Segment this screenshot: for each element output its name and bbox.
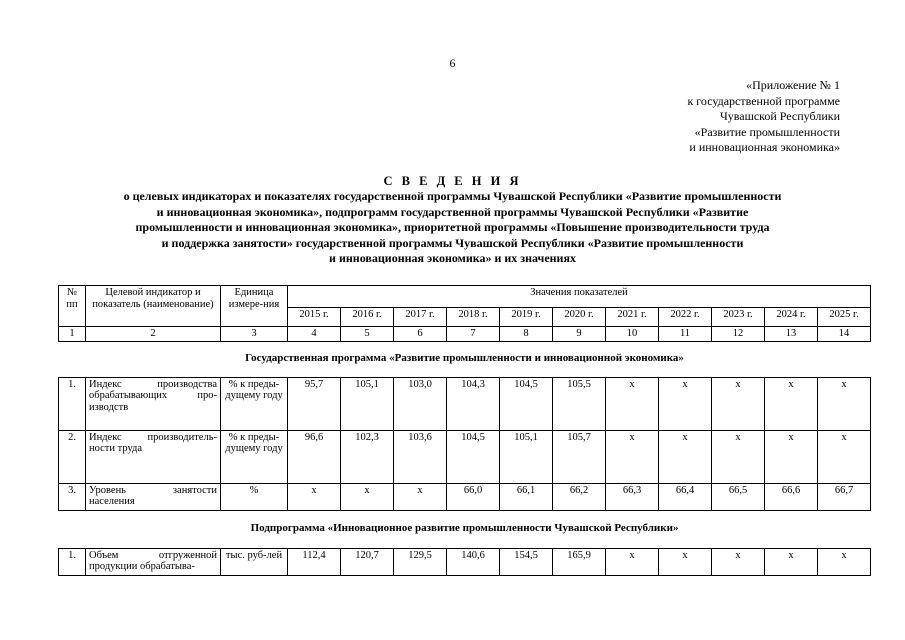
value-cell: 66,4	[659, 483, 712, 510]
header-indicator: Целевой индикатор и показатель (наименование)	[86, 286, 221, 327]
column-number: 12	[712, 327, 765, 342]
value-cell: х	[712, 548, 765, 575]
unit-cell: % к преды-дущему году	[221, 377, 288, 430]
header-unit: Единица измере-ния	[221, 286, 288, 327]
column-number: 13	[765, 327, 818, 342]
column-number: 2	[86, 327, 221, 342]
header-year: 2023 г.	[712, 308, 765, 327]
appendix-note	[640, 78, 840, 156]
unit-cell: % к преды-дущему году	[221, 430, 288, 483]
column-number: 1	[59, 327, 86, 342]
value-cell: 102,3	[341, 430, 394, 483]
header-num: № пп	[59, 286, 86, 327]
column-number: 14	[818, 327, 871, 342]
column-number: 9	[553, 327, 606, 342]
value-cell: х	[818, 430, 871, 483]
value-cell: х	[765, 430, 818, 483]
appendix-line: к государственной программе	[687, 93, 840, 108]
header-year: 2024 г.	[765, 308, 818, 327]
indicators-table	[58, 285, 871, 576]
table-row	[59, 377, 871, 430]
table-row	[59, 548, 871, 575]
value-cell: 103,0	[394, 377, 447, 430]
value-cell: 140,6	[447, 548, 500, 575]
row-number: 3.	[59, 483, 86, 510]
value-cell: 104,5	[500, 377, 553, 430]
subtitle-line: и поддержка занятости» государственной программы Чувашской Республики «Развитие промышленности	[161, 235, 744, 250]
appendix-line: Чувашской Республики	[719, 109, 840, 123]
subtitle-line: и инновационная экономика», подпрограмм государственной программы Чувашской Республики «Развитие	[156, 204, 749, 219]
value-cell: 95,7	[288, 377, 341, 430]
document-subtitle	[40, 189, 865, 267]
appendix-line: и инновационная экономика»	[689, 140, 840, 154]
subtitle-line: промышленности и инновационная экономика», приоритетной программы «Повышение производительности труда	[135, 220, 770, 235]
indicator-name: Индекс производства обрабатывающих про-изводств	[86, 377, 221, 430]
header-year: 2022 г.	[659, 308, 712, 327]
row-number: 1.	[59, 377, 86, 430]
column-number: 6	[394, 327, 447, 342]
header-year: 2015 г.	[288, 308, 341, 327]
header-year: 2017 г.	[394, 308, 447, 327]
value-cell: 154,5	[500, 548, 553, 575]
value-cell: х	[288, 483, 341, 510]
column-number: 4	[288, 327, 341, 342]
appendix-line: «Развитие промышленности	[694, 124, 840, 139]
header-values-group: Значения показателей	[288, 286, 871, 308]
unit-cell: %	[221, 483, 288, 510]
appendix-line: «Приложение № 1	[746, 78, 840, 92]
value-cell: 105,1	[500, 430, 553, 483]
row-number: 1.	[59, 548, 86, 575]
header-year: 2019 г.	[500, 308, 553, 327]
value-cell: 104,5	[447, 430, 500, 483]
value-cell: х	[606, 430, 659, 483]
value-cell: 165,9	[553, 548, 606, 575]
value-cell: х	[818, 377, 871, 430]
section-title: Государственная программа «Развитие промышленности и инновационной экономика»	[245, 352, 684, 365]
column-number: 10	[606, 327, 659, 342]
value-cell: х	[341, 483, 394, 510]
value-cell: 66,5	[712, 483, 765, 510]
column-number: 7	[447, 327, 500, 342]
value-cell: 105,5	[553, 377, 606, 430]
column-number: 3	[221, 327, 288, 342]
header-year: 2018 г.	[447, 308, 500, 327]
value-cell: 103,6	[394, 430, 447, 483]
value-cell: 66,2	[553, 483, 606, 510]
value-cell: 120,7	[341, 548, 394, 575]
value-cell: х	[606, 548, 659, 575]
unit-cell: тыс. руб-лей	[221, 548, 288, 575]
value-cell: 66,0	[447, 483, 500, 510]
value-cell: 112,4	[288, 548, 341, 575]
table-row	[59, 483, 871, 510]
header-year: 2020 г.	[553, 308, 606, 327]
header-year: 2021 г.	[606, 308, 659, 327]
subtitle-line: о целевых индикаторах и показателях государственной программы Чувашской Республики «Развитие промышленности	[123, 189, 782, 203]
column-number: 11	[659, 327, 712, 342]
value-cell: х	[765, 548, 818, 575]
value-cell: 96,6	[288, 430, 341, 483]
header-year: 2025 г.	[818, 308, 871, 327]
value-cell: 66,1	[500, 483, 553, 510]
row-number: 2.	[59, 430, 86, 483]
value-cell: 105,1	[341, 377, 394, 430]
value-cell: х	[659, 430, 712, 483]
value-cell: 66,7	[818, 483, 871, 510]
section-row	[59, 510, 871, 548]
value-cell: х	[606, 377, 659, 430]
column-number: 8	[500, 327, 553, 342]
table-column-numbers-row	[59, 327, 871, 342]
value-cell: х	[659, 548, 712, 575]
value-cell: х	[712, 430, 765, 483]
value-cell: х	[659, 377, 712, 430]
value-cell: 104,3	[447, 377, 500, 430]
indicator-name: Индекс производитель-ности труда	[86, 430, 221, 483]
page-number: 6	[449, 56, 456, 70]
value-cell: 66,3	[606, 483, 659, 510]
column-number: 5	[341, 327, 394, 342]
subtitle-line: и инновационная экономика» и их значениях	[329, 251, 576, 266]
document-title: С В Е Д Е Н И Я	[383, 174, 522, 188]
table-row	[59, 430, 871, 483]
section-row	[59, 341, 871, 377]
value-cell: 66,6	[765, 483, 818, 510]
indicator-name: Уровень занятости населения	[86, 483, 221, 510]
indicator-name: Объем отгруженной продукции обрабатыва-	[86, 548, 221, 575]
value-cell: х	[818, 548, 871, 575]
value-cell: 129,5	[394, 548, 447, 575]
value-cell: х	[712, 377, 765, 430]
value-cell: 105,7	[553, 430, 606, 483]
header-year: 2016 г.	[341, 308, 394, 327]
value-cell: х	[394, 483, 447, 510]
section-title: Подпрограмма «Инновационное развитие промышленности Чувашской Республики»	[250, 522, 679, 535]
value-cell: х	[765, 377, 818, 430]
table-header-row	[59, 286, 871, 308]
